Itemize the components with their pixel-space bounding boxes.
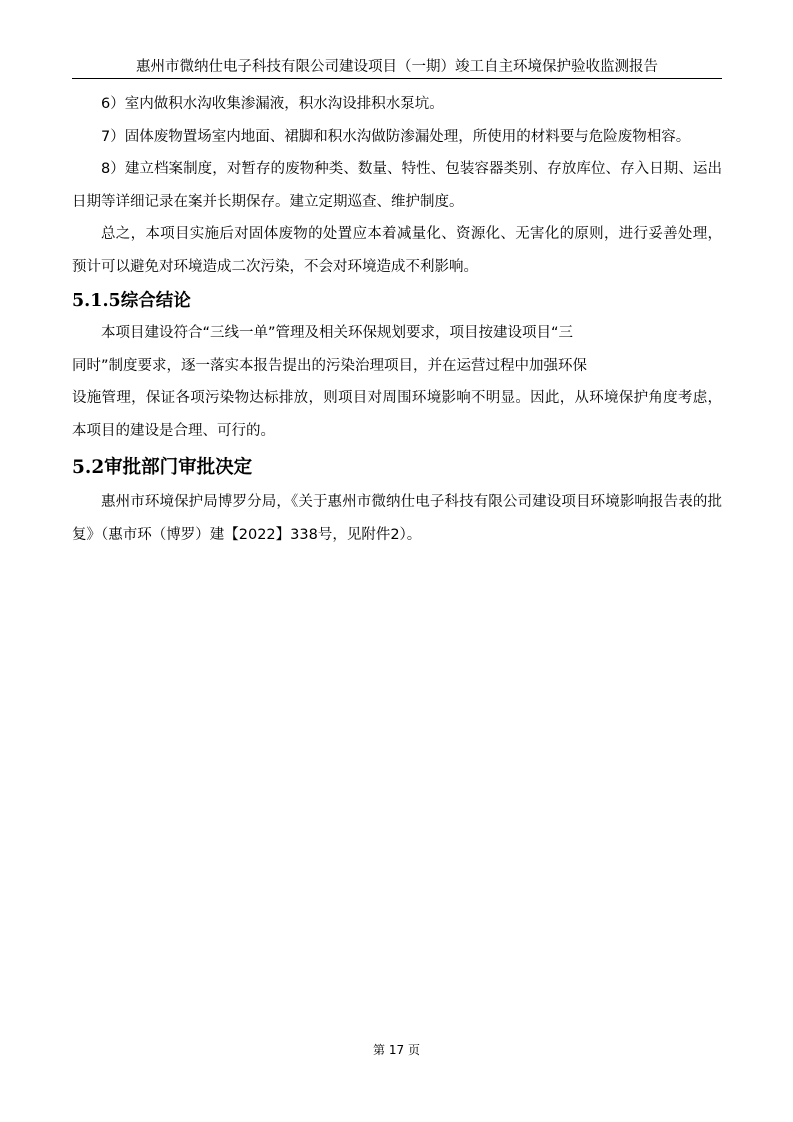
item-7-paragraph: 7）固体废物置场室内地面、裙脚和积水沟做防渗漏处理，所使用的材料要与危险废物相容。: [101, 128, 691, 145]
approval-paragraph: 惠州市环境保护局博罗分局，《关于惠州市微纳仕电子科技有限公司建设项目环境影响报告表的批复》（惠市环（博罗）建【2022】338号，见附件2）。: [72, 494, 722, 543]
document-body: [72, 88, 722, 551]
header-divider: [72, 78, 722, 79]
summary-paragraph: 总之，本项目实施后对固体废物的处置应本着减量化、资源化、无害化的原则，进行妥善处理，预计可以避免对环境造成二次污染，不会对环境造成不利影响。: [72, 226, 722, 275]
conclusion-line-3: 设施管理，保证各项污染物达标排放，则项目对周围环境影响不明显。因此，从环境保护角度考虑，本项目的建设是合理、可行的。: [72, 390, 722, 439]
item-8-paragraph: 8）建立档案制度，对暂存的废物种类、数量、特性、包装容器类别、存放库位、存入日期、运出日期等详细记录在案并长期保存。建立定期巡查、维护制度。: [72, 161, 722, 210]
section-5-1-5-heading: 5.1.5综合结论: [72, 291, 191, 311]
conclusion-line-1: 本项目建设符合“三线一单”管理及相关环保规划要求，项目按建设项目“三: [101, 325, 574, 341]
item-6-paragraph: 6）室内做积水沟收集渗漏液，积水沟设排积水泵坑。: [101, 96, 444, 112]
page-header-title: 惠州市微纳仕电子科技有限公司建设项目（一期）竣工自主环境保护验收监测报告: [136, 59, 658, 75]
section-5-2-heading: 5.2审批部门审批决定: [72, 457, 253, 478]
page-number: 第 17 页: [373, 1043, 420, 1057]
conclusion-line-2: 同时”制度要求，逐一落实本报告提出的污染治理项目，并在运营过程中加强环保: [72, 357, 588, 374]
